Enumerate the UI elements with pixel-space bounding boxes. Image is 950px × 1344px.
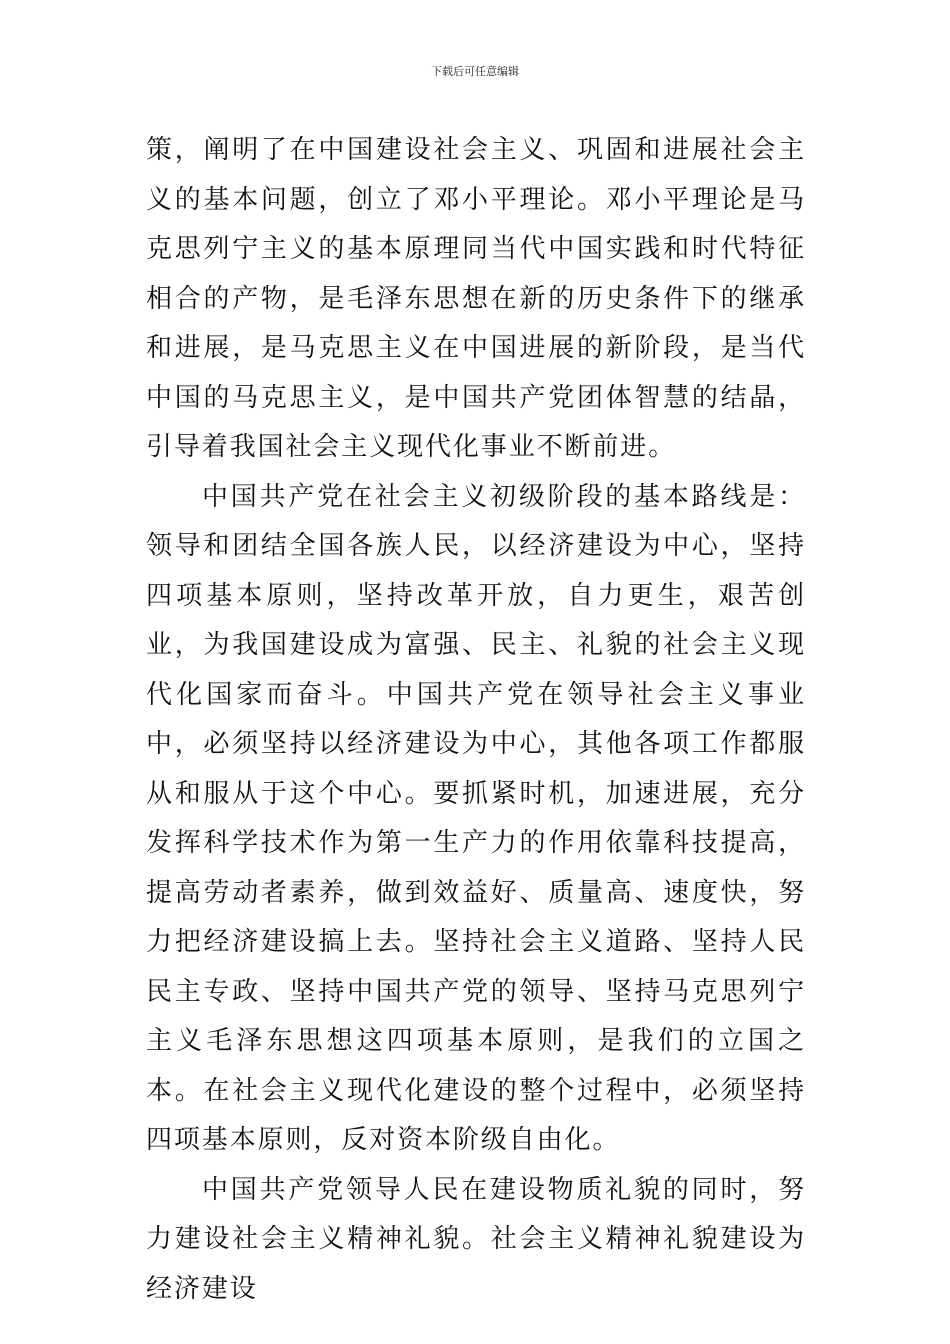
paragraph-1: 策，阐明了在中国建设社会主义、巩固和进展社会主义的基本问题，创立了邓小平理论。邓小平理论是马克思列宁主义的基本原理同当代中国实践和时代特征相合的产物，是毛泽东思想在新的历史条件下的继承和进展，是马克思主义在中国进展的新阶段，是当代中国的马克思主义，是中国共产党团体智慧的结晶，引导着我国社会主义现代化事业不断前进。 xyxy=(146,135,806,462)
paragraph-3: 中国共产党领导人民在建设物质礼貌的同时，努力建设社会主义精神礼貌。社会主义精神礼貌建设为经济建设 xyxy=(146,1174,806,1304)
body-text xyxy=(146,126,806,1314)
paragraph-2: 中国共产党在社会主义初级阶段的基本路线是：领导和团结全国各族人民，以经济建设为中心，坚持四项基本原则，坚持改革开放，自力更生，艰苦创业，为我国建设成为富强、民主、礼貌的社会主义现代化国家而奋斗。中国共产党在领导社会主义事业中，必须坚持以经济建设为中心，其他各项工作都服从和服从于这个中心。要抓紧时机，加速进展，充分发挥科学技术作为第一生产力的作用依靠科技提高，提高劳动者素养，做到效益好、质量高、速度快，努力把经济建设搞上去。坚持社会主义道路、坚持人民民主专政、坚持中国共产党的领导、坚持马克思列宁主义毛泽东思想这四项基本原则，是我们的立国之本。在社会主义现代化建设的整个过程中，必须坚持四项基本原则，反对资本阶级自由化。 xyxy=(146,481,806,1155)
page-header: 下载后可任意编辑 xyxy=(431,65,519,78)
